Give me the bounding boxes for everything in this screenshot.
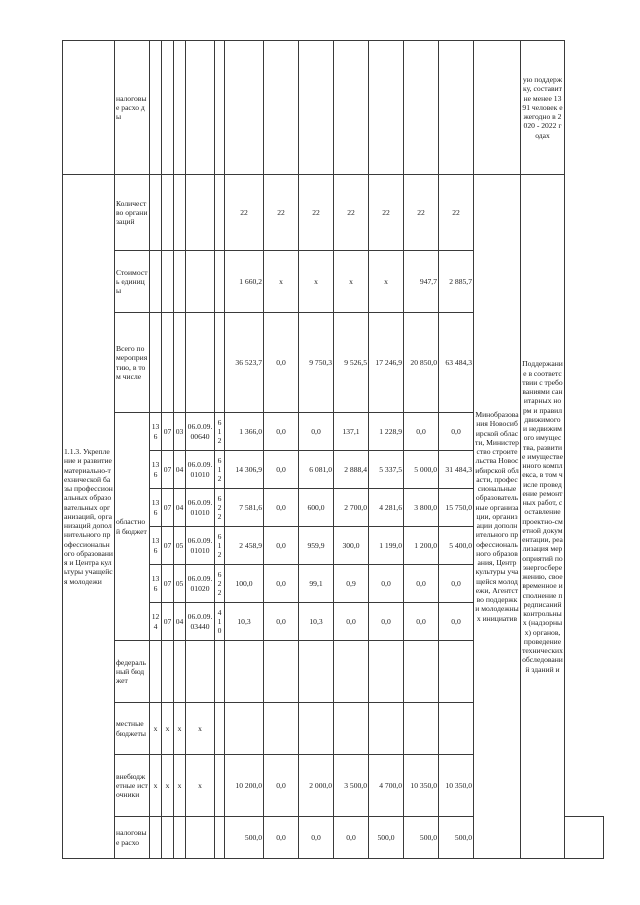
value-cell: 0,0 xyxy=(439,603,474,641)
value-cell: 10 350,0 xyxy=(404,755,439,817)
code-grbs: 136 xyxy=(150,489,162,527)
code-vr: 410 xyxy=(215,603,225,641)
value-cell: 500,0 xyxy=(225,817,264,859)
value-cell: 0,0 xyxy=(264,527,299,565)
value-cell: 0,0 xyxy=(299,817,334,859)
value-cell: 10,3 xyxy=(299,603,334,641)
value-cell: 2 000,0 xyxy=(299,755,334,817)
row-label: федеральный бюджет xyxy=(115,641,150,703)
value-cell: 959,9 xyxy=(299,527,334,565)
value-cell: 2 885,7 xyxy=(439,251,474,313)
value-cell: 2 888,4 xyxy=(334,451,369,489)
value-cell: 31 484,3 xyxy=(439,451,474,489)
value-cell: 6 081,0 xyxy=(299,451,334,489)
code-rz: 07 xyxy=(162,603,174,641)
value-cell: 63 484,3 xyxy=(439,313,474,413)
value-cell: 2 458,9 xyxy=(225,527,264,565)
value-cell: 0,0 xyxy=(299,413,334,451)
row-label: Всего по мероприятию, в том числе xyxy=(115,313,150,413)
value-cell: 0,0 xyxy=(264,489,299,527)
value-cell: 0,0 xyxy=(369,565,404,603)
value-cell: 0,0 xyxy=(264,451,299,489)
code-rz: 07 xyxy=(162,489,174,527)
row-label: внебюджетные источники xyxy=(115,755,150,817)
result-cell: ую поддержку, составит не менее 1391 человек ежегодно в 2020 - 2022 годах xyxy=(521,41,565,175)
value-cell: 1 660,2 xyxy=(225,251,264,313)
code-rz: 07 xyxy=(162,565,174,603)
value-cell: 5 337,5 xyxy=(369,451,404,489)
value-cell: 36 523,7 xyxy=(225,313,264,413)
value-cell: 1 366,0 xyxy=(225,413,264,451)
value-cell: 99,1 xyxy=(299,565,334,603)
executor-cell: Минобразования Новосибирской области, Министерство строительства Новосибирской области, профессиональные образовательные организации, организации дополнительного профессионального образования, Центр культуры учащейся молодежи, Агентство поддержки молодежных инициатив xyxy=(474,175,521,859)
table-row xyxy=(63,175,604,251)
code-csr: 06.0.09.00640 xyxy=(186,413,215,451)
value-cell: 15 750,0 xyxy=(439,489,474,527)
code-csr: 06.0.09.01010 xyxy=(186,527,215,565)
table-row xyxy=(63,41,604,175)
code-cell: x xyxy=(174,755,186,817)
code-cell: x xyxy=(186,703,215,755)
code-pr: 04 xyxy=(174,603,186,641)
value-cell: 2 700,0 xyxy=(334,489,369,527)
measure-name: 1.1.3. Укрепление и развитие материально-технической базы профессиональных образовательных организаций, организаций дополнительного профессионального образования и Центра культуры учащейся молодежи xyxy=(63,175,115,859)
code-pr: 04 xyxy=(174,489,186,527)
value-cell: 10 200,0 xyxy=(225,755,264,817)
value-cell: 9 750,3 xyxy=(299,313,334,413)
value-cell: 22 xyxy=(334,175,369,251)
value-cell: 1 228,9 xyxy=(369,413,404,451)
row-label: налоговые расхо ды xyxy=(115,41,150,175)
code-cell: x xyxy=(150,703,162,755)
code-csr: 06.0.09.01010 xyxy=(186,489,215,527)
value-cell: 1 199,0 xyxy=(369,527,404,565)
code-pr: 04 xyxy=(174,451,186,489)
row-label: местные бюджеты xyxy=(115,703,150,755)
value-cell: 5 400,0 xyxy=(439,527,474,565)
value-cell: 100,0 xyxy=(225,565,264,603)
value-cell: x xyxy=(369,251,404,313)
value-cell: 0,0 xyxy=(404,413,439,451)
code-cell: x xyxy=(174,703,186,755)
value-cell: 0,0 xyxy=(334,817,369,859)
code-cell: x xyxy=(162,755,174,817)
code-rz: 07 xyxy=(162,527,174,565)
value-cell: x xyxy=(334,251,369,313)
value-cell: 22 xyxy=(299,175,334,251)
code-grbs: 124 xyxy=(150,603,162,641)
value-cell: 947,7 xyxy=(404,251,439,313)
value-cell: 0,9 xyxy=(334,565,369,603)
value-cell: 500,0 xyxy=(439,817,474,859)
value-cell: 137,1 xyxy=(334,413,369,451)
code-rz: 07 xyxy=(162,451,174,489)
value-cell: 0,0 xyxy=(264,755,299,817)
value-cell: 0,0 xyxy=(264,817,299,859)
code-pr: 05 xyxy=(174,527,186,565)
code-grbs: 136 xyxy=(150,451,162,489)
value-cell: 3 800,0 xyxy=(404,489,439,527)
value-cell: 5 000,0 xyxy=(404,451,439,489)
code-grbs: 136 xyxy=(150,565,162,603)
value-cell: 22 xyxy=(225,175,264,251)
code-csr: 06.0.09.01010 xyxy=(186,451,215,489)
code-rz: 07 xyxy=(162,413,174,451)
value-cell: 0,0 xyxy=(264,313,299,413)
value-cell: 0,0 xyxy=(334,603,369,641)
value-cell: 22 xyxy=(369,175,404,251)
value-cell: 4 281,6 xyxy=(369,489,404,527)
value-cell: 22 xyxy=(439,175,474,251)
row-label: Количество организаций xyxy=(115,175,150,251)
value-cell: 10,3 xyxy=(225,603,264,641)
value-cell: 500,0 xyxy=(404,817,439,859)
value-cell: 7 581,6 xyxy=(225,489,264,527)
code-vr: 612 xyxy=(215,413,225,451)
value-cell: 0,0 xyxy=(264,413,299,451)
code-pr: 05 xyxy=(174,565,186,603)
value-cell: 9 526,5 xyxy=(334,313,369,413)
value-cell: 17 246,9 xyxy=(369,313,404,413)
value-cell: x xyxy=(264,251,299,313)
code-vr: 622 xyxy=(215,489,225,527)
value-cell: 300,0 xyxy=(334,527,369,565)
value-cell: 500,0 xyxy=(369,817,404,859)
value-cell: 22 xyxy=(404,175,439,251)
value-cell: 10 350,0 xyxy=(439,755,474,817)
code-grbs: 136 xyxy=(150,527,162,565)
code-vr: 612 xyxy=(215,451,225,489)
code-vr: 622 xyxy=(215,565,225,603)
value-cell: 14 306,9 xyxy=(225,451,264,489)
value-cell: 0,0 xyxy=(439,413,474,451)
value-cell: 0,0 xyxy=(369,603,404,641)
value-cell: 0,0 xyxy=(404,565,439,603)
result-cell: Поддержание в соответствии с требованиями санитарных норм и правил движимого и недвижимого имущества, развитие имущественного комплекса, в том числе проведение ремонтных работ, составление проектно-сметной документации, реализация мероприятий по энергосбережению, своевременное исполнение предписаний контрольных (надзорных) органов, проведение технических обследований зданий и xyxy=(521,175,565,859)
value-cell: 1 200,0 xyxy=(404,527,439,565)
value-cell: 0,0 xyxy=(439,565,474,603)
code-grbs: 136 xyxy=(150,413,162,451)
value-cell: 0,0 xyxy=(264,565,299,603)
value-cell: 0,0 xyxy=(404,603,439,641)
row-label: областной бюджет xyxy=(115,413,150,641)
code-vr: 612 xyxy=(215,527,225,565)
code-csr: 06.0.09.01020 xyxy=(186,565,215,603)
code-cell: x xyxy=(150,755,162,817)
row-label: налоговые расхо xyxy=(115,817,150,859)
value-cell: 20 850,0 xyxy=(404,313,439,413)
value-cell: 0,0 xyxy=(264,603,299,641)
code-csr: 06.0.09.03440 xyxy=(186,603,215,641)
value-cell: x xyxy=(299,251,334,313)
value-cell: 4 700,0 xyxy=(369,755,404,817)
row-label: Стоимость единицы xyxy=(115,251,150,313)
value-cell: 22 xyxy=(264,175,299,251)
code-cell: x xyxy=(186,755,215,817)
code-pr: 03 xyxy=(174,413,186,451)
value-cell: 3 500,0 xyxy=(334,755,369,817)
code-cell: x xyxy=(162,703,174,755)
program-measures-table xyxy=(62,40,604,859)
value-cell: 600,0 xyxy=(299,489,334,527)
